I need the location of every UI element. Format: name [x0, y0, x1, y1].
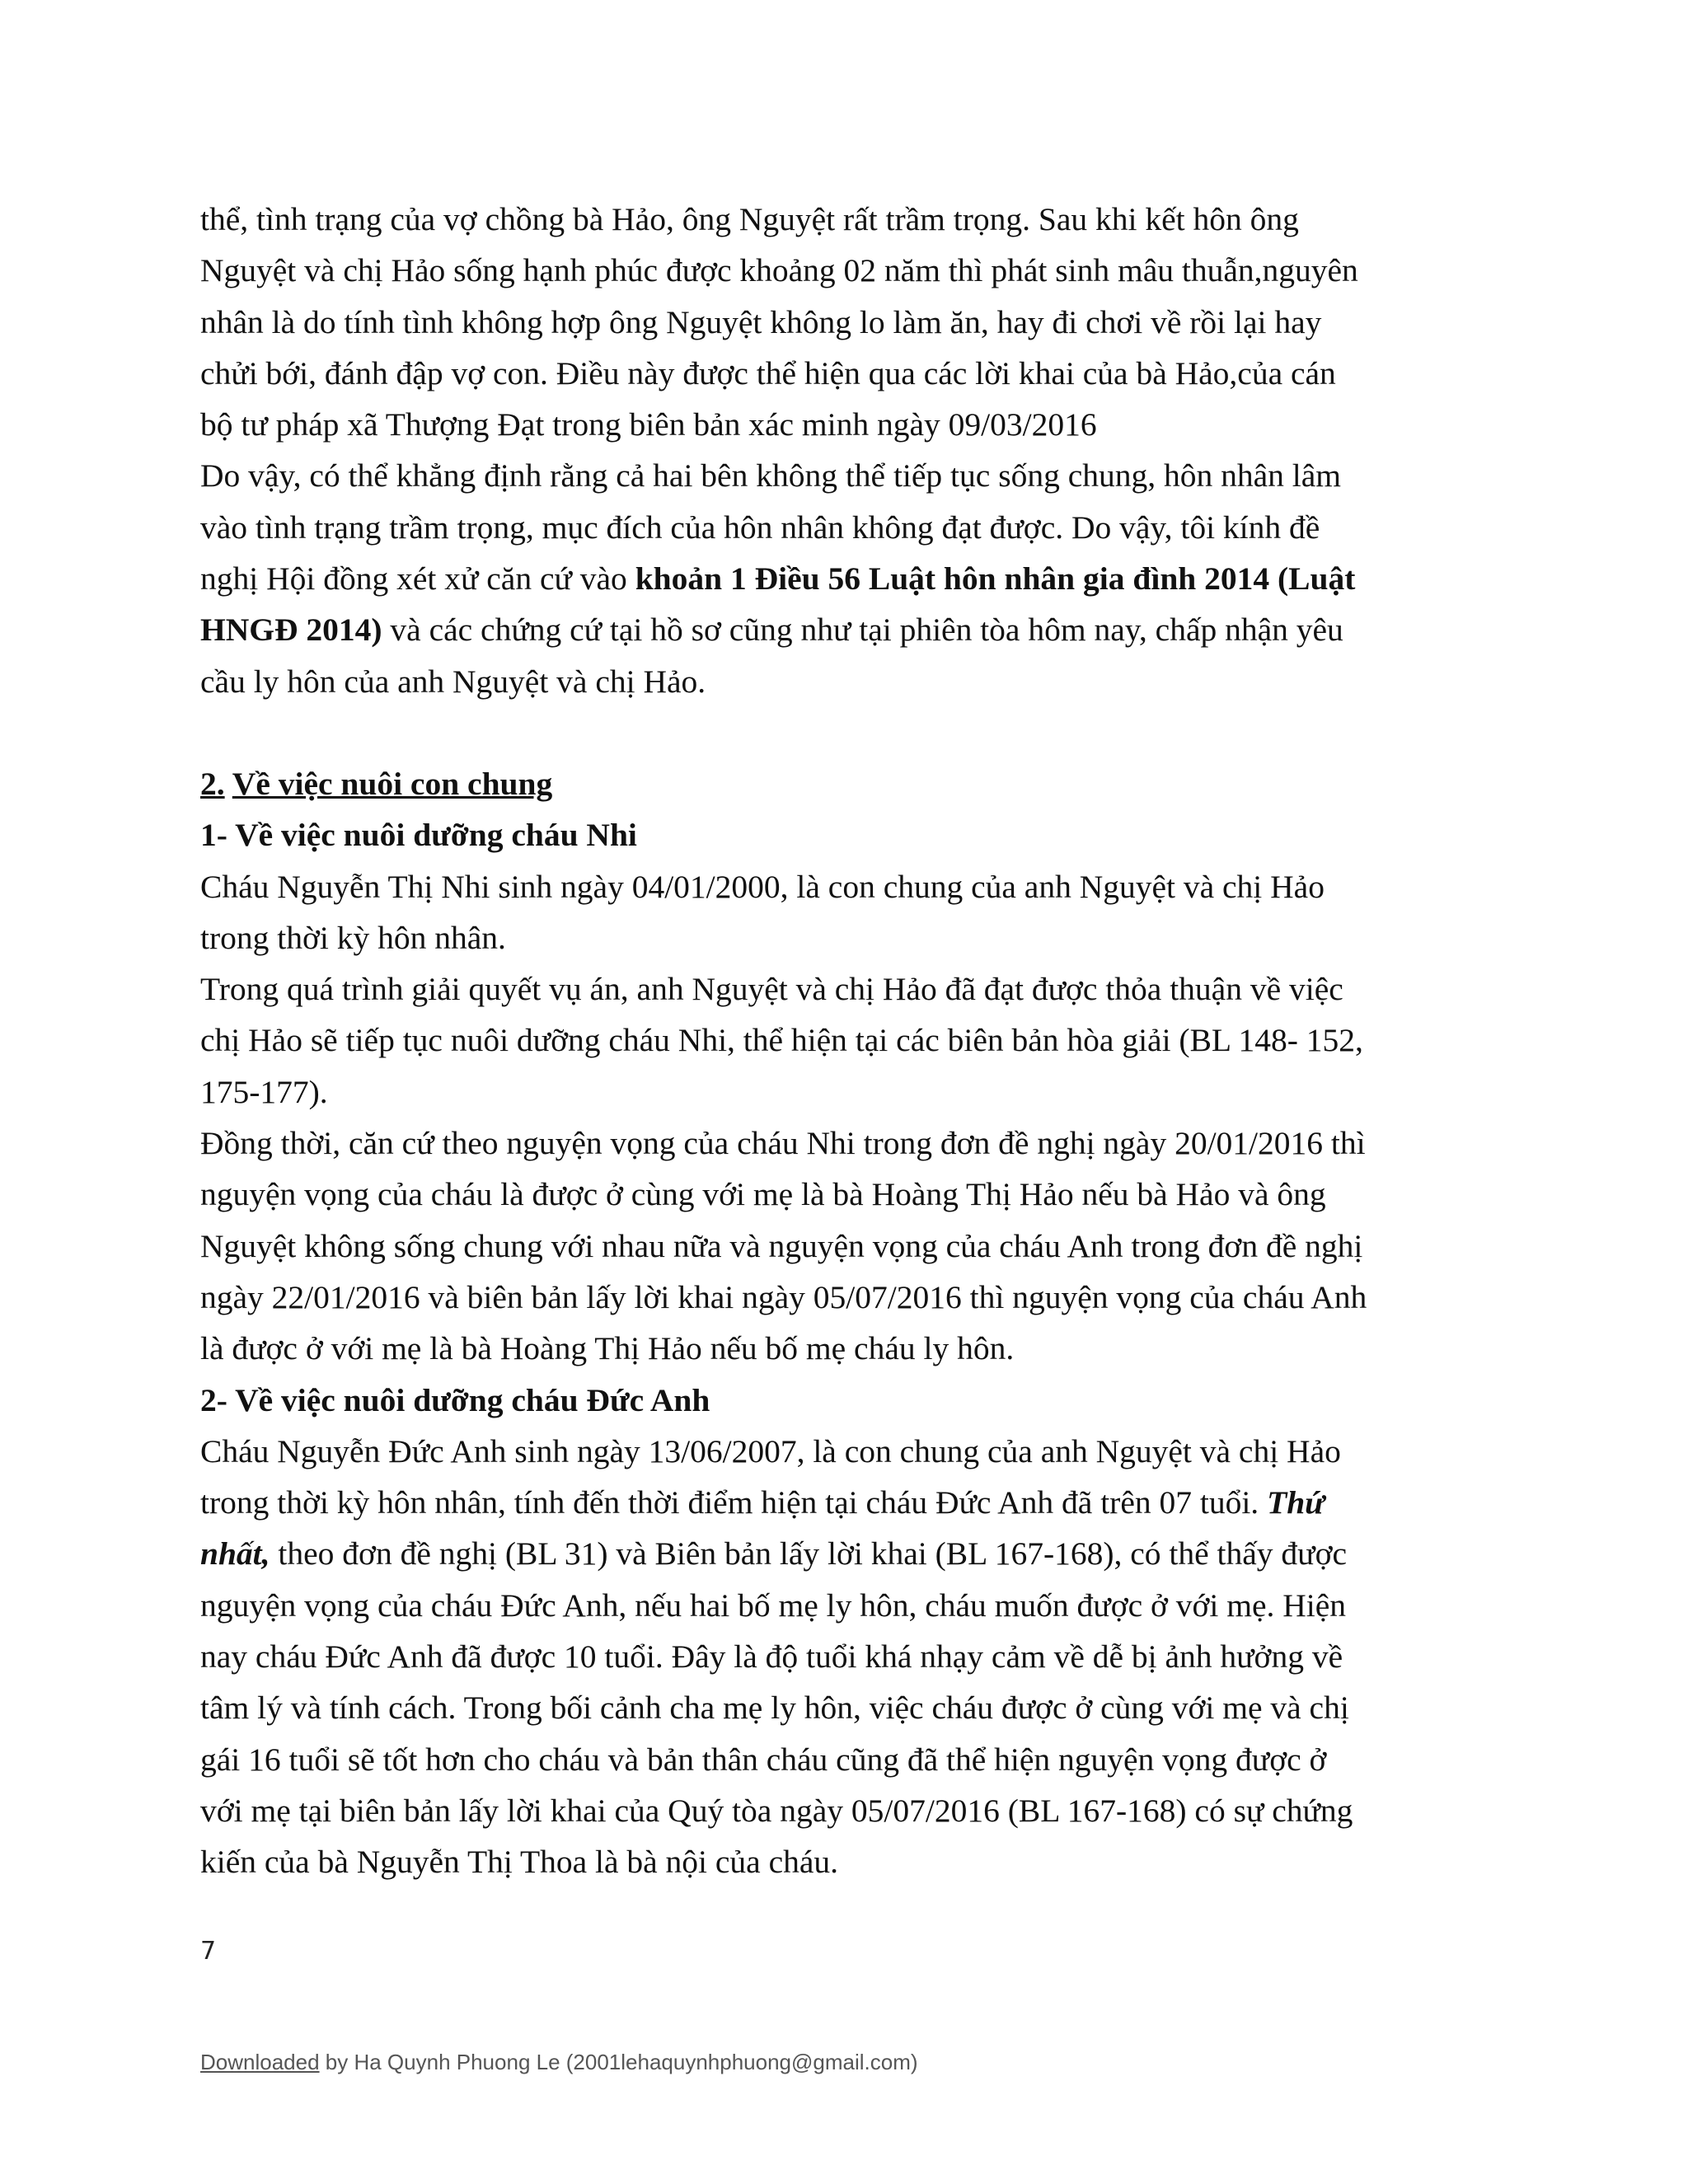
subsection-heading: 1- Về việc nuôi dưỡng cháu Nhi [200, 817, 637, 854]
text-line: vào tình trạng trầm trọng, mục đích của hôn nhân không đạt được. Do vậy, tôi kính đề [200, 509, 1320, 546]
text-line: nhân là do tính tình không hợp ông Nguyệt không lo làm ăn, hay đi chơi về rồi lại hay [200, 303, 1322, 340]
text-line: 175-177). [200, 1073, 328, 1110]
text-line: nguyện vọng của cháu là được ở cùng với mẹ là bà Hoàng Thị Hảo nếu bà Hảo và ông [200, 1176, 1326, 1213]
text-line: kiến của bà Nguyễn Thị Thoa là bà nội của cháu. [200, 1844, 839, 1881]
text-line: bộ tư pháp xã Thượng Đạt trong biên bản xác minh ngày 09/03/2016 [200, 406, 1097, 443]
section-heading-line [200, 758, 1494, 809]
text-line: Do vậy, có thể khẳng định rằng cả hai bên không thể tiếp tục sống chung, hôn nhân lâm [200, 457, 1341, 494]
text-line: ngày 22/01/2016 và biên bản lấy lời khai ngày 05/07/2016 thì nguyện vọng của cháu Anh [200, 1278, 1367, 1315]
section-number: 2. [200, 765, 225, 802]
text-line: Trong quá trình giải quyết vụ án, anh Nguyệt và chị Hảo đã đạt được thỏa thuận về việc [200, 971, 1343, 1008]
text-line: với mẹ tại biên bản lấy lời khai của Quý tòa ngày 05/07/2016 (BL 167-168) có sự chứng [200, 1792, 1353, 1829]
text-line: Cháu Nguyễn Thị Nhi sinh ngày 04/01/2000, là con chung của anh Nguyệt và chị Hảo [200, 868, 1325, 905]
text-segment: trong thời kỳ hôn nhân, tính đến thời điểm hiện tại cháu Đức Anh đã trên 07 tuổi. [200, 1484, 1268, 1521]
subsection-heading: 2- Về việc nuôi dưỡng cháu Đức Anh [200, 1381, 710, 1418]
text-line: chị Hảo sẽ tiếp tục nuôi dưỡng cháu Nhi, thể hiện tại các biên bản hòa giải (BL 148- 152, [200, 1022, 1363, 1059]
text-segment: và các chứng cứ tại hồ sơ cũng như tại phiên tòa hôm nay, chấp nhận yêu [382, 612, 1343, 649]
section-title: Về việc nuôi con chung [232, 765, 553, 802]
emphasis-text: nhất, [200, 1535, 270, 1572]
text-segment: nghị Hội đồng xét xử căn cứ vào [200, 560, 635, 598]
text-line: tâm lý và tính cách. Trong bối cảnh cha mẹ ly hôn, việc cháu được ở cùng với mẹ và chị [200, 1690, 1349, 1727]
text-line [200, 553, 1494, 604]
text-line: chửi bới, đánh đập vợ con. Điều này được thể hiện qua các lời khai của bà Hảo,của cán [200, 354, 1336, 391]
paragraph-1 [200, 194, 1494, 450]
text-line: là được ở với mẹ là bà Hoàng Thị Hảo nếu bố mẹ cháu ly hôn. [200, 1330, 1015, 1367]
footer-downloaded-word: Downloaded [200, 2050, 320, 2074]
subsection-1-paragraph-c [200, 1118, 1494, 1374]
law-citation: HNGĐ 2014) [200, 612, 382, 649]
law-citation: khoản 1 Điều 56 Luật hôn nhân gia đình 2014 (Luật [635, 560, 1356, 598]
text-line: trong thời kỳ hôn nhân. [200, 919, 506, 956]
text-line: cầu ly hôn của anh Nguyệt và chị Hảo. [200, 663, 706, 700]
text-line: thể, tình trạng của vợ chồng bà Hảo, ông Nguyệt rất trầm trọng. Sau khi kết hôn ông [200, 201, 1299, 237]
text-line: Nguyệt và chị Hảo sống hạnh phúc được khoảng 02 năm thì phát sinh mâu thuẫn,nguyên [200, 252, 1358, 289]
page-number: 7 [200, 1937, 217, 1966]
emphasis-text: Thứ [1267, 1484, 1325, 1521]
subsection-1-paragraph-a [200, 861, 1494, 964]
text-line: Nguyệt không sống chung với nhau nữa và nguyện vọng của cháu Anh trong đơn đề nghị [200, 1227, 1363, 1264]
download-footer [200, 2050, 918, 2075]
paragraph-spacer [200, 707, 1494, 758]
text-line: nay cháu Đức Anh đã được 10 tuổi. Đây là độ tuổi khá nhạy cảm về dễ bị ảnh hưởng về [200, 1638, 1343, 1675]
section-2-heading [200, 758, 1494, 809]
footer-text: by Ha Quynh Phuong Le (2001lehaquynhphuong@gmail.com) [319, 2050, 918, 2074]
text-line: Đồng thời, căn cứ theo nguyện vọng của cháu Nhi trong đơn đề nghị ngày 20/01/2016 thì [200, 1125, 1366, 1162]
subsection-1-paragraph-b [200, 963, 1494, 1118]
paragraph-2 [200, 450, 1494, 706]
text-line: Cháu Nguyễn Đức Anh sinh ngày 13/06/2007, là con chung của anh Nguyệt và chị Hảo [200, 1432, 1341, 1469]
text-line: nguyện vọng của cháu Đức Anh, nếu hai bố mẹ ly hôn, cháu muốn được ở với mẹ. Hiện [200, 1586, 1347, 1624]
subsection-2-paragraph [200, 1426, 1494, 1888]
document-body [200, 194, 1494, 1888]
text-line [200, 1528, 1494, 1579]
text-segment: theo đơn đề nghị (BL 31) và Biên bản lấy lời khai (BL 167-168), có thể thấy được [270, 1535, 1347, 1572]
text-line [200, 1477, 1494, 1528]
text-line [200, 604, 1494, 655]
subsection-2-heading [200, 1375, 1494, 1426]
text-line: gái 16 tuổi sẽ tốt hơn cho cháu và bản thân cháu cũng đã thể hiện nguyện vọng được ở [200, 1741, 1327, 1778]
subsection-1-heading [200, 809, 1494, 860]
